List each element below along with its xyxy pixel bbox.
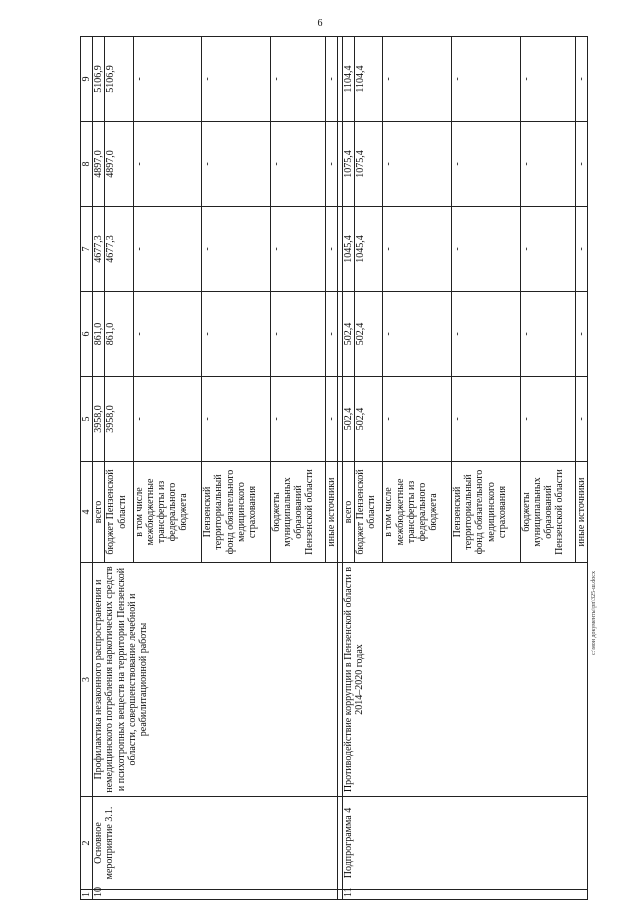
value-cell: 1045,4 xyxy=(355,207,383,292)
value-cell: - xyxy=(133,207,202,292)
value-cell: - xyxy=(133,122,202,207)
value-cell: - xyxy=(575,207,587,292)
value-cell: 5106,9 xyxy=(105,37,133,122)
value-cell: - xyxy=(575,377,587,462)
value-cell: - xyxy=(202,377,271,462)
header-cell: 4 xyxy=(81,462,93,563)
source-label: в том числе межбюджетные трансферты из федерального бюджета xyxy=(383,462,452,563)
footer-file-path: c:\мои документы\рп\325-ш.docx xyxy=(591,571,597,655)
source-label: в том числе межбюджетные трансферты из федерального бюджета xyxy=(133,462,202,563)
header-cell: 9 xyxy=(81,37,93,122)
value-cell: 1075,4 xyxy=(355,122,383,207)
value-cell: - xyxy=(575,37,587,122)
value-cell: - xyxy=(452,377,521,462)
row-name: Подпрограмма 4 xyxy=(343,797,588,890)
value-cell: 5106,9 xyxy=(93,37,105,122)
value-cell: - xyxy=(383,377,452,462)
source-label: иные источники xyxy=(575,462,587,563)
value-cell: - xyxy=(520,122,575,207)
value-cell: - xyxy=(325,207,337,292)
value-cell: - xyxy=(383,37,452,122)
value-cell: 4897,0 xyxy=(93,122,105,207)
value-cell: 1104,4 xyxy=(355,37,383,122)
value-cell: - xyxy=(202,207,271,292)
value-cell: 4677,3 xyxy=(105,207,133,292)
value-cell: - xyxy=(270,377,325,462)
value-cell: - xyxy=(383,207,452,292)
value-cell: 3958,0 xyxy=(105,377,133,462)
row-description: Профилактика незаконного распространения и немедицинского потребления наркотических средств и психотропных веществ на территории Пензенской области, совершенствование лечебной и реабилитационной работы xyxy=(93,563,338,797)
header-cell: 3 xyxy=(81,563,93,797)
header-cell: 6 xyxy=(81,292,93,377)
page-number: 6 xyxy=(317,18,323,29)
value-cell: - xyxy=(325,37,337,122)
table-row xyxy=(343,37,355,900)
row-number: 10 xyxy=(93,890,338,900)
source-label: бюджеты муниципальных образований Пензенской области xyxy=(270,462,325,563)
source-label: бюджеты муниципальных образований Пензенской области xyxy=(520,462,575,563)
value-cell: - xyxy=(383,292,452,377)
value-cell: 502,4 xyxy=(343,377,355,462)
value-cell: - xyxy=(325,122,337,207)
value-cell: - xyxy=(452,292,521,377)
value-cell: - xyxy=(202,292,271,377)
column-number-row xyxy=(81,37,93,900)
value-cell: 1075,4 xyxy=(343,122,355,207)
source-label: бюджет Пензенской области xyxy=(355,462,383,563)
value-cell: - xyxy=(452,207,521,292)
source-label: всего xyxy=(343,462,355,563)
value-cell: - xyxy=(202,37,271,122)
value-cell: - xyxy=(133,37,202,122)
value-cell: - xyxy=(575,122,587,207)
value-cell: - xyxy=(452,37,521,122)
value-cell: 502,4 xyxy=(355,292,383,377)
value-cell: - xyxy=(270,292,325,377)
source-label: всего xyxy=(93,462,105,563)
source-label: Пензенский территориальный фонд обязательного медицинского страхования xyxy=(452,462,521,563)
value-cell: - xyxy=(520,292,575,377)
value-cell: - xyxy=(520,377,575,462)
value-cell: 502,4 xyxy=(355,377,383,462)
value-cell: - xyxy=(133,292,202,377)
source-label: бюджет Пензенской области xyxy=(105,462,133,563)
header-cell: 1 xyxy=(81,890,93,900)
value-cell: - xyxy=(520,207,575,292)
header-cell: 7 xyxy=(81,207,93,292)
row-description: Противодействие коррупции в Пензенской области в 2014–2020 годах xyxy=(343,563,588,797)
value-cell: - xyxy=(133,377,202,462)
value-cell: - xyxy=(575,292,587,377)
header-cell: 5 xyxy=(81,377,93,462)
table-row xyxy=(93,37,105,900)
header-cell: 2 xyxy=(81,797,93,890)
value-cell: 861,0 xyxy=(105,292,133,377)
value-cell: - xyxy=(270,207,325,292)
value-cell: 861,0 xyxy=(93,292,105,377)
header-cell: 8 xyxy=(81,122,93,207)
value-cell: - xyxy=(325,377,337,462)
value-cell: - xyxy=(520,37,575,122)
row-name: Основное мероприятие 3.1. xyxy=(93,797,338,890)
value-cell: - xyxy=(325,292,337,377)
value-cell: - xyxy=(202,122,271,207)
rotated-table-wrapper xyxy=(80,36,588,900)
value-cell: 3958,0 xyxy=(93,377,105,462)
source-label: иные источники xyxy=(325,462,337,563)
value-cell: 1045,4 xyxy=(343,207,355,292)
value-cell: 1104,4 xyxy=(343,37,355,122)
value-cell: - xyxy=(383,122,452,207)
value-cell: - xyxy=(452,122,521,207)
value-cell: 502,4 xyxy=(343,292,355,377)
value-cell: 4897,0 xyxy=(105,122,133,207)
row-number: 11 xyxy=(343,890,588,900)
source-label: Пензенский территориальный фонд обязательного медицинского страхования xyxy=(202,462,271,563)
value-cell: 4677,3 xyxy=(93,207,105,292)
value-cell: - xyxy=(270,37,325,122)
financing-table xyxy=(80,36,588,900)
value-cell: - xyxy=(270,122,325,207)
